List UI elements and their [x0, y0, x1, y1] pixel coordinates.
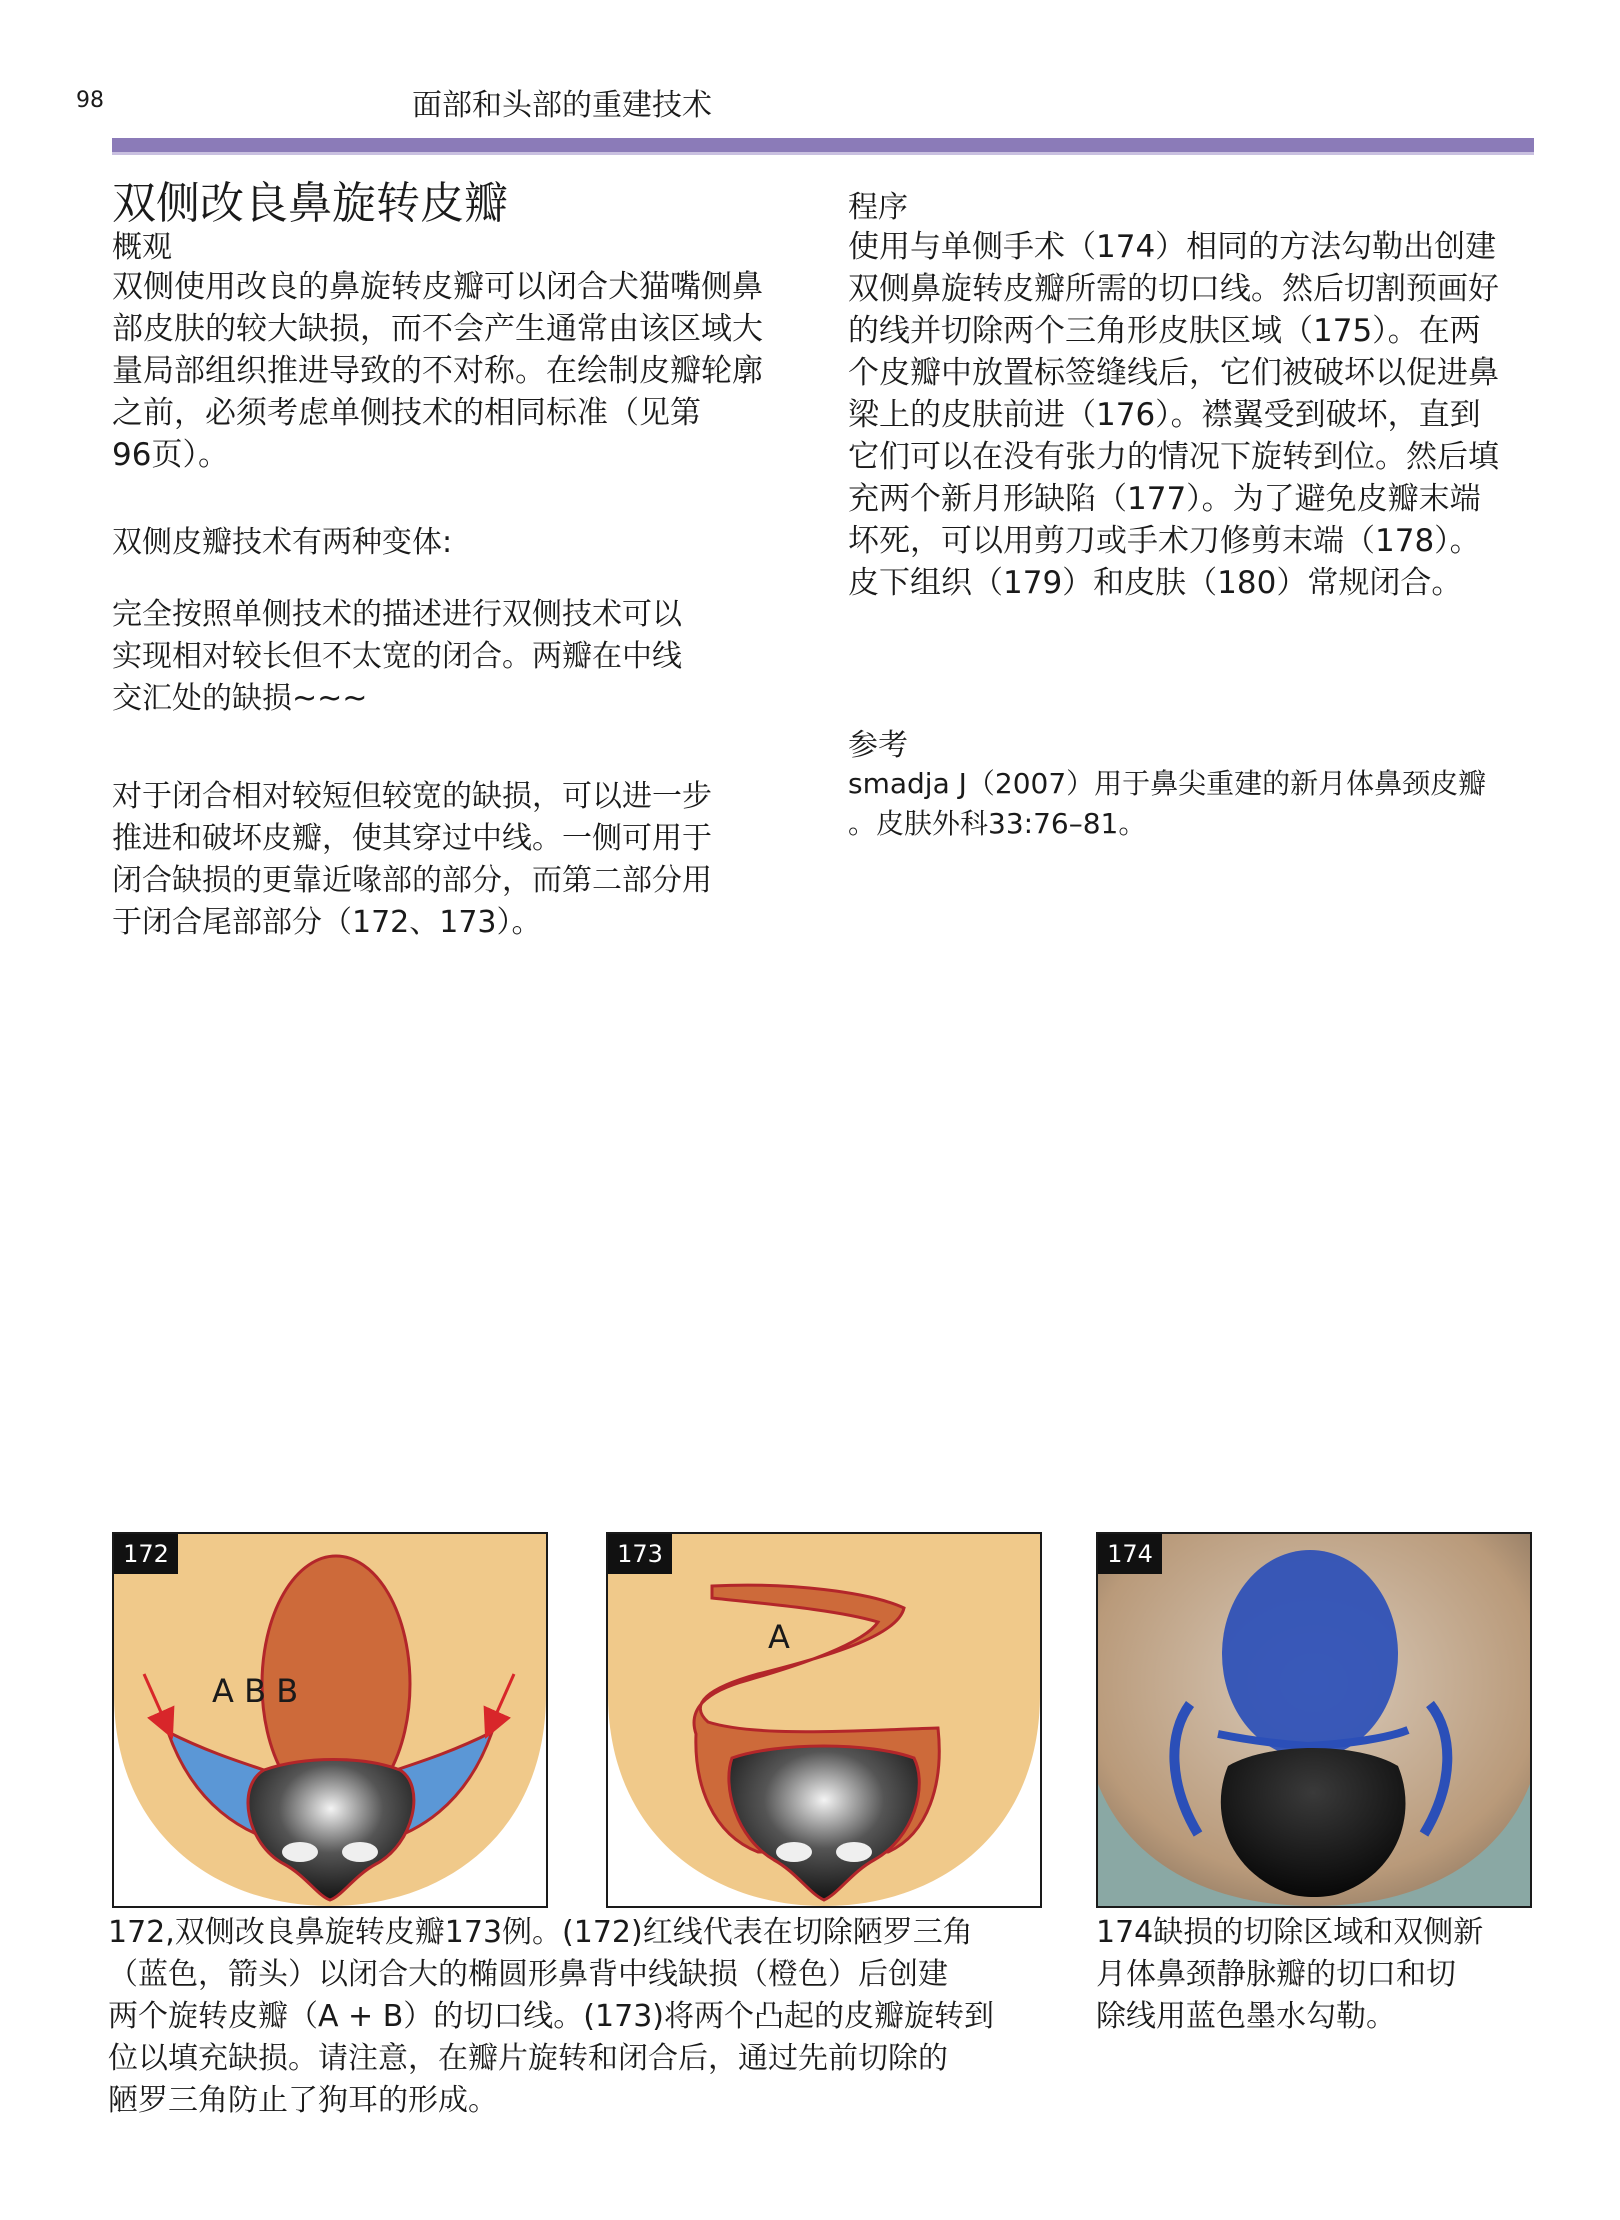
nostril-right [836, 1842, 872, 1862]
figure-174 [1096, 1532, 1532, 1908]
figure-173 [606, 1532, 1042, 1908]
reference-line: 。皮肤外科33:76–81。 [848, 807, 1147, 840]
figure-172-drawing [114, 1534, 546, 1906]
header-rule-shadow [112, 152, 1534, 155]
figure-172 [112, 1532, 548, 1908]
procedure-line: 皮下组织（179）和皮肤（180）常规闭合。 [848, 565, 1463, 601]
figure-174-label: 174 [1098, 1534, 1162, 1574]
caption-line: 月体鼻颈静脉瓣的切口和切 [1096, 1957, 1456, 1992]
variant-one-paragraph [112, 594, 792, 720]
nostril-left [776, 1842, 812, 1862]
caption-line: （蓝色，箭头）以闭合大的椭圆形鼻背中线缺损（橙色）后创建 [108, 1957, 948, 1992]
variant-two-line: 对于闭合相对较短但较宽的缺损，可以进一步 [112, 779, 712, 814]
caption-174 [1096, 1912, 1536, 2038]
reference-entry [848, 764, 1538, 844]
reference-heading: 参考 [848, 728, 908, 763]
page-number: 98 [76, 88, 104, 113]
figure-173-label: 173 [608, 1534, 672, 1574]
procedure-line: 坏死，可以用剪刀或手术刀修剪末端（178）。 [848, 523, 1481, 559]
nostril-right [342, 1842, 378, 1862]
overview-paragraph [112, 266, 792, 476]
variant-one-line: 完全按照单侧技术的描述进行双侧技术可以 [112, 597, 682, 632]
caption-line: 除线用蓝色墨水勾勒。 [1096, 1999, 1396, 2034]
variant-two-line: 于闭合尾部部分（172、173）。 [112, 905, 542, 940]
overview-heading: 概观 [112, 230, 172, 265]
procedure-line: 的线并切除两个三角形皮肤区域（175）。在两 [848, 313, 1481, 349]
flap-letter: A [768, 1618, 790, 1656]
figure-174-photo [1098, 1534, 1530, 1906]
procedure-line: 它们可以在没有张力的情况下旋转到位。然后填 [848, 439, 1499, 475]
caption-172-173 [108, 1912, 1048, 2122]
procedure-line: 充两个新月形缺陷（177）。为了避免皮瓣末端 [848, 481, 1481, 517]
caption-line: 174缺损的切除区域和双侧新 [1096, 1915, 1484, 1950]
variants-intro: 双侧皮瓣技术有两种变体: [112, 525, 453, 560]
overview-line: 量局部组织推进导致的不对称。在绘制皮瓣轮廓 [112, 353, 763, 389]
caption-line: 位以填充缺损。请注意，在瓣片旋转和闭合后，通过先前切除的 [108, 2041, 948, 2076]
overview-line: 双侧使用改良的鼻旋转皮瓣可以闭合犬猫嘴侧鼻 [112, 269, 763, 305]
running-title: 面部和头部的重建技术 [412, 88, 712, 123]
overview-line: 之前，必须考虑单侧技术的相同标准（见第 [112, 395, 701, 431]
caption-line: 陋罗三角防止了狗耳的形成。 [108, 2083, 498, 2118]
reference-line: smadja J（2007）用于鼻尖重建的新月体鼻颈皮瓣 [848, 767, 1487, 800]
overview-line: 96页）。 [112, 437, 229, 473]
variant-one-line: 交汇处的缺损~~~ [112, 681, 368, 716]
procedure-line: 个皮瓣中放置标签缝线后，它们被破坏以促进鼻 [848, 355, 1499, 391]
header-rule [112, 138, 1534, 152]
variant-one-line: 实现相对较长但不太宽的闭合。两瓣在中线 [112, 639, 682, 674]
procedure-heading: 程序 [848, 190, 908, 225]
overview-line: 部皮肤的较大缺损，而不会产生通常由该区域大 [112, 311, 763, 347]
left-column [112, 178, 792, 944]
caption-line: 两个旋转皮瓣（A + B）的切口线。(173)将两个凸起的皮瓣旋转到 [108, 1999, 994, 2034]
procedure-paragraph [848, 226, 1538, 604]
procedure-line: 梁上的皮肤前进（176）。襟翼受到破坏，直到 [848, 397, 1481, 433]
marked-defect [1222, 1550, 1398, 1758]
section-title: 双侧改良鼻旋转皮瓣 [112, 178, 508, 229]
variant-two-line: 推进和破坏皮瓣，使其穿过中线。一侧可用于 [112, 821, 712, 856]
procedure-line: 使用与单侧手术（174）相同的方法勾勒出创建 [848, 229, 1497, 265]
right-column [848, 190, 1538, 844]
variant-two-line: 闭合缺损的更靠近喙部的部分，而第二部分用 [112, 863, 712, 898]
procedure-line: 双侧鼻旋转皮瓣所需的切口线。然后切割预画好 [848, 271, 1499, 307]
variant-two-paragraph [112, 776, 792, 944]
figure-172-label: 172 [114, 1534, 178, 1574]
caption-line: 172,双侧改良鼻旋转皮瓣173例。(172)红线代表在切除陋罗三角 [108, 1915, 973, 1950]
flap-letters: A B B [212, 1672, 299, 1710]
nostril-left [282, 1842, 318, 1862]
figure-173-drawing [608, 1534, 1040, 1906]
